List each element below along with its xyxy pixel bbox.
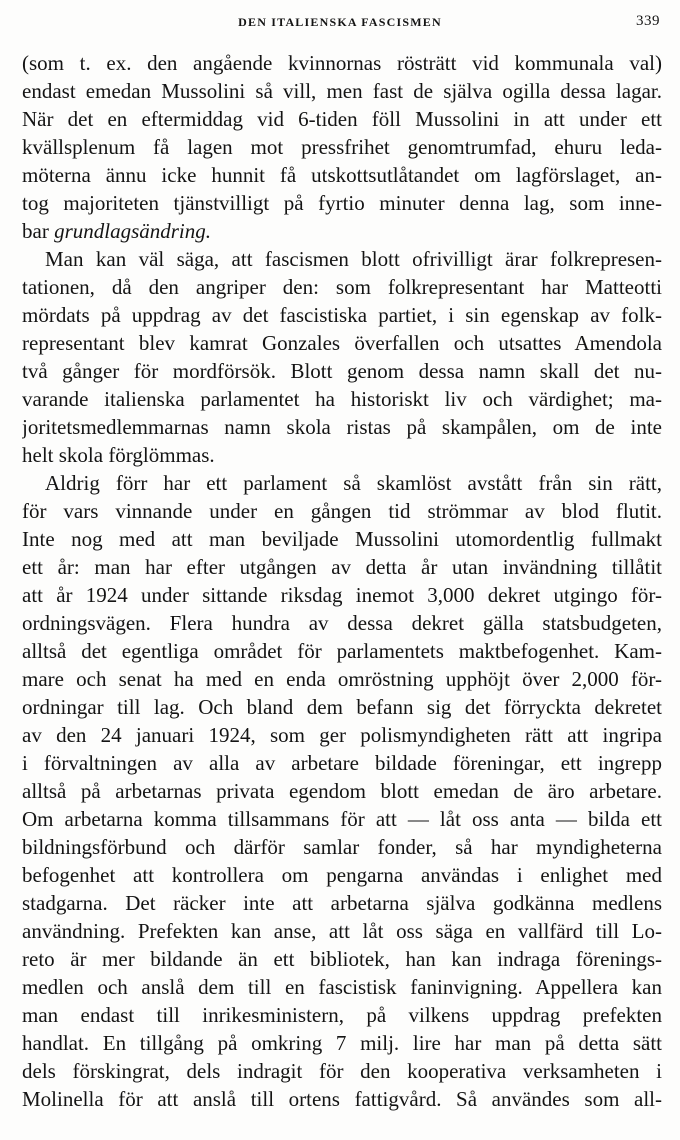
text-line: endast emedan Mussolini så vill, men fast de själva ogilla dessa lagar. [22, 79, 662, 103]
paragraph [22, 469, 662, 1113]
text-line: mördats på uppdrag av det fascistiska partiet, i sin egenskap av folk- [22, 303, 662, 327]
text-line: för vars vinnande under en gången tid strömmar av blod flutit. [22, 499, 662, 523]
text-line: Man kan väl säga, att fascismen blott ofrivilligt ärar folkrepresen- [45, 247, 662, 271]
text-line [22, 217, 662, 245]
page-number: 339 [636, 13, 660, 29]
body-text [22, 49, 662, 1113]
text-line: representant blev kamrat Gonzales överfallen och utsattes Amendola [22, 331, 662, 355]
text-line: Molinella för att anslå till ortens fattigvård. Så användes som all- [22, 1087, 662, 1111]
paragraph [22, 49, 662, 245]
text-line: helt skola förglömmas. [22, 443, 215, 467]
text-line: att år 1924 under sittande riksdag inemot 3,000 dekret utgingo för- [22, 583, 662, 607]
text-line: reto är mer bildande än ett bibliotek, han kan indraga förenings- [22, 947, 662, 971]
text-line: alltså på arbetarnas privata egendom blott emedan de äro arbetare. [22, 779, 662, 803]
text-line: användning. Prefekten kan anse, att låt oss säga en vallfärd till Lo- [22, 919, 662, 943]
text-line: kvällsplenum få lagen mot pressfrihet genomtrumfad, ehuru leda- [22, 135, 662, 159]
text-line: joritetsmedlemmarnas namn skola ristas på skampålen, om de inte [22, 415, 662, 439]
text-line: mare och senat ha med en enda omröstning upphöjt över 2,000 för- [22, 667, 662, 691]
text-line: möterna ännu icke hunnit få utskottsutlåtandet om lagförslaget, an- [22, 163, 662, 187]
text-line: Aldrig förr har ett parlament så skamlöst avstått från sin rätt, [45, 471, 662, 495]
text-line: varande italienska parlamentet ha historiskt liv och värdighet; ma- [22, 387, 662, 411]
text-line: i förvaltningen av alla av arbetare bildade föreningar, ett ingrepp [22, 751, 662, 775]
text-line: När det en eftermiddag vid 6-tiden föll Mussolini in att under ett [22, 107, 662, 131]
text-line: handlat. En tillgång på omkring 7 milj. lire har man på detta sätt [22, 1031, 662, 1055]
italic-term: grundlagsändring. [54, 219, 212, 243]
paragraph [22, 245, 662, 469]
text-line: alltså det egentliga området för parlamentets maktbefogenhet. Kam- [22, 639, 662, 663]
text-line: ett år: man har efter utgången av detta år utan invändning tillåtit [22, 555, 662, 579]
text-line: av den 24 januari 1924, som ger polismyndigheten rätt att ingripa [22, 723, 662, 747]
text-line: två gånger för mordförsök. Blott genom dessa namn skall det nu- [22, 359, 662, 383]
text-line: bildningsförbund och därför samlar fonder, så har myndigheterna [22, 835, 662, 859]
text-run: bar [22, 219, 49, 243]
text-line: (som t. ex. den angående kvinnornas rösträtt vid kommunala val) [22, 51, 662, 75]
text-line: Inte nog med att man beviljade Mussolini utomordentlig fullmakt [22, 527, 662, 551]
text-line: dels förskingrat, dels indragit för den kooperativa verksamheten i [22, 1059, 662, 1083]
running-title: DEN ITALIENSKA FASCISMEN [238, 15, 442, 29]
text-line: man endast till inrikesministern, på vilkens uppdrag prefekten [22, 1003, 662, 1027]
text-line: ordningar till lag. Och bland dem befann sig det förryckta dekretet [22, 695, 662, 719]
text-line: tog majoriteten tjänstvilligt på fyrtio minuter denna lag, som inne- [22, 191, 662, 215]
text-line: ordningsvägen. Flera hundra av dessa dekret gälla statsbudgeten, [22, 611, 662, 635]
text-line: stadgarna. Det räcker inte att arbetarna själva godkänna medlens [22, 891, 662, 915]
text-line: medlen och anslå dem till en fascistisk faninvigning. Appellera kan [22, 975, 662, 999]
text-line: tationen, då den angriper den: som folkrepresentant har Matteotti [22, 275, 662, 299]
text-line: befogenhet att kontrollera om pengarna användas i enlighet med [22, 863, 662, 887]
text-line: Om arbetarna komma tillsammans för att — låt oss anta — bilda ett [22, 807, 662, 831]
